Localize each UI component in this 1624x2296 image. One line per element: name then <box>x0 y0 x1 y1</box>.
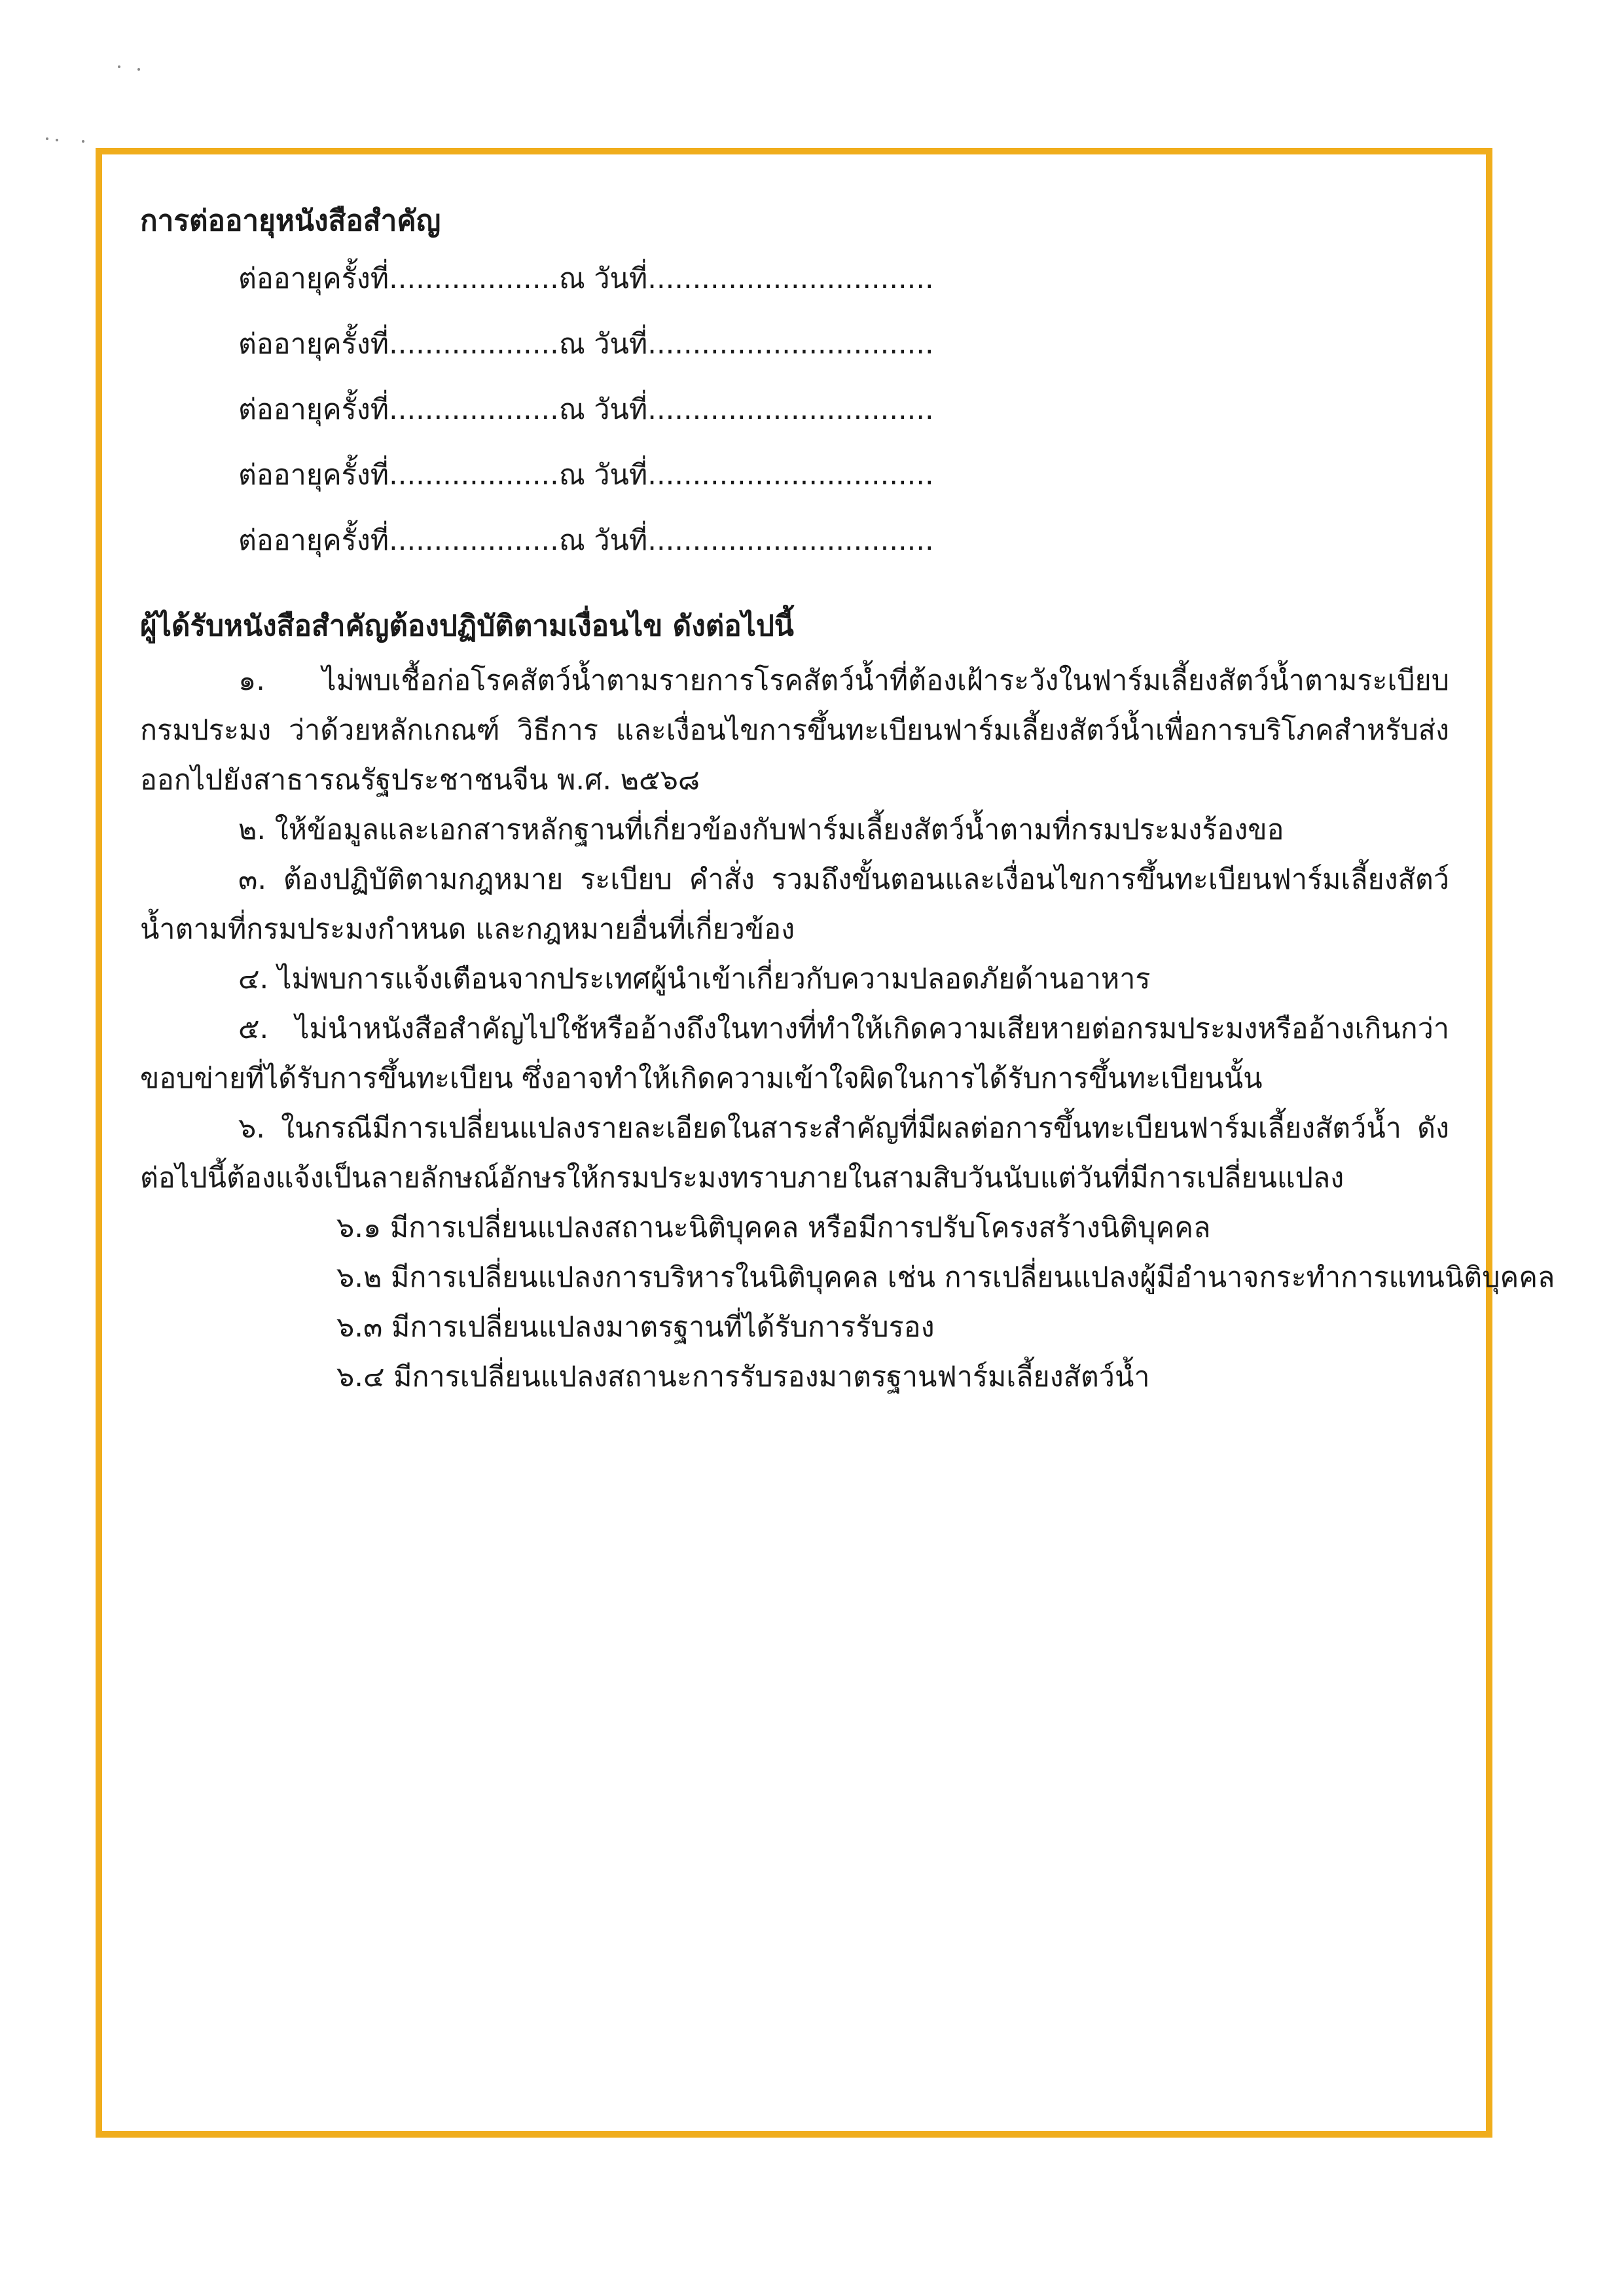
scan-speck <box>118 65 120 68</box>
scan-speck <box>46 137 48 140</box>
condition-item-5: ๕. ไม่นำหนังสือสำคัญไปใช้หรืออ้างถึงในทางที่ทำให้เกิดความเสียหายต่อกรมประมงหรืออ้างเกินกว่าขอบข่ายที่ได้รับการขึ้นทะเบียน ซึ่งอาจทำให้เกิดความเข้าใจผิดในการได้รับการขึ้นทะเบียนนั้น <box>140 1013 1449 1095</box>
renewal-row <box>238 508 1449 573</box>
renewal-date-blank: ................................ <box>647 262 934 295</box>
renewal-date-blank: ................................ <box>647 393 934 426</box>
scan-speck <box>56 139 58 141</box>
renewal-label: ต่ออายุครั้งที่ <box>238 262 389 295</box>
renewal-label: ต่ออายุครั้งที่ <box>238 393 389 426</box>
renewal-date-label: ณ วันที่ <box>558 393 648 426</box>
renewal-row <box>238 377 1449 442</box>
condition-subitem-6-2: ๖.๒ มีการเปลี่ยนแปลงการบริหารในนิติบุคคล เช่น การเปลี่ยนแปลงผู้มีอำนาจกระทำการแทนนิติบุคคล <box>336 1261 1555 1294</box>
condition-subitem-6-3: ๖.๓ มีการเปลี่ยนแปลงมาตรฐานที่ได้รับการรับรอง <box>336 1311 935 1344</box>
renewal-number-blank: ................... <box>389 393 559 426</box>
condition-item-1: ๑. ไม่พบเชื้อก่อโรคสัตว์น้ำตามรายการโรคสัตว์น้ำที่ต้องเฝ้าระวังในฟาร์มเลี้ยงสัตว์น้ำตามระเบียบกรมประมง ว่าด้วยหลักเกณฑ์ วิธีการ และเงื่อนไขการขึ้นทะเบียนฟาร์มเลี้ยงสัตว์น้ำเพื่อการบริโภคสำหรับส่งออกไปยังสาธารณรัฐประชาชนจีน พ.ศ. ๒๕๖๘ <box>140 664 1449 797</box>
condition-item-6: ๖. ในกรณีมีการเปลี่ยนแปลงรายละเอียดในสาระสำคัญที่มีผลต่อการขึ้นทะเบียนฟาร์มเลี้ยงสัตว์น้ำ ดังต่อไปนี้ต้องแจ้งเป็นลายลักษณ์อักษรให้กรมประมงทราบภายในสามสิบวันนับแต่วันที่มีการเปลี่ยนแปลง <box>140 1112 1449 1194</box>
scan-speck <box>137 68 140 71</box>
renewal-row <box>238 442 1449 508</box>
renewal-label: ต่ออายุครั้งที่ <box>238 524 389 557</box>
condition-subitem-6-4: ๖.๔ มีการเปลี่ยนแปลงสถานะการรับรองมาตรฐานฟาร์มเลี้ยงสัตว์น้ำ <box>336 1361 1150 1393</box>
condition-subitem-6-1: ๖.๑ มีการเปลี่ยนแปลงสถานะนิติบุคคล หรือมีการปรับโครงสร้างนิติบุคคล <box>336 1211 1211 1244</box>
conditions-heading: ผู้ได้รับหนังสือสำคัญต้องปฏิบัติตามเงื่อนไข ดังต่อไปนี้ <box>140 609 794 643</box>
condition-item-3: ๓. ต้องปฏิบัติตามกฎหมาย ระเบียบ คำสั่ง รวมถึงขั้นตอนและเงื่อนไขการขึ้นทะเบียนฟาร์มเลี้ยงสัตว์น้ำตามที่กรมประมงกำหนด และกฎหมายอื่นที่เกี่ยวข้อง <box>140 863 1449 946</box>
scan-speck <box>82 140 84 143</box>
renewal-row <box>238 246 1449 312</box>
renewal-number-blank: ................... <box>389 459 559 492</box>
renewal-date-blank: ................................ <box>647 328 934 361</box>
renewal-date-label: ณ วันที่ <box>558 328 648 361</box>
renewal-date-label: ณ วันที่ <box>558 524 648 557</box>
renewal-row <box>238 312 1449 377</box>
renewal-heading: การต่ออายุหนังสือสำคัญ <box>140 204 441 238</box>
condition-item-4: ๔. ไม่พบการแจ้งเตือนจากประเทศผู้นำเข้าเกี่ยวกับความปลอดภัยด้านอาหาร <box>238 963 1151 996</box>
renewal-label: ต่ออายุครั้งที่ <box>238 459 389 492</box>
document-body <box>140 196 1555 1402</box>
renewal-number-blank: ................... <box>389 262 559 295</box>
renewal-label: ต่ออายุครั้งที่ <box>238 328 389 361</box>
renewal-date-label: ณ วันที่ <box>558 262 648 295</box>
renewal-list <box>238 246 1449 573</box>
renewal-number-blank: ................... <box>389 328 559 361</box>
renewal-date-label: ณ วันที่ <box>558 459 648 492</box>
renewal-number-blank: ................... <box>389 524 559 557</box>
renewal-date-blank: ................................ <box>647 524 934 557</box>
renewal-date-blank: ................................ <box>647 459 934 492</box>
condition-item-2: ๒. ให้ข้อมูลและเอกสารหลักฐานที่เกี่ยวข้องกับฟาร์มเลี้ยงสัตว์น้ำตามที่กรมประมงร้องขอ <box>238 814 1284 846</box>
